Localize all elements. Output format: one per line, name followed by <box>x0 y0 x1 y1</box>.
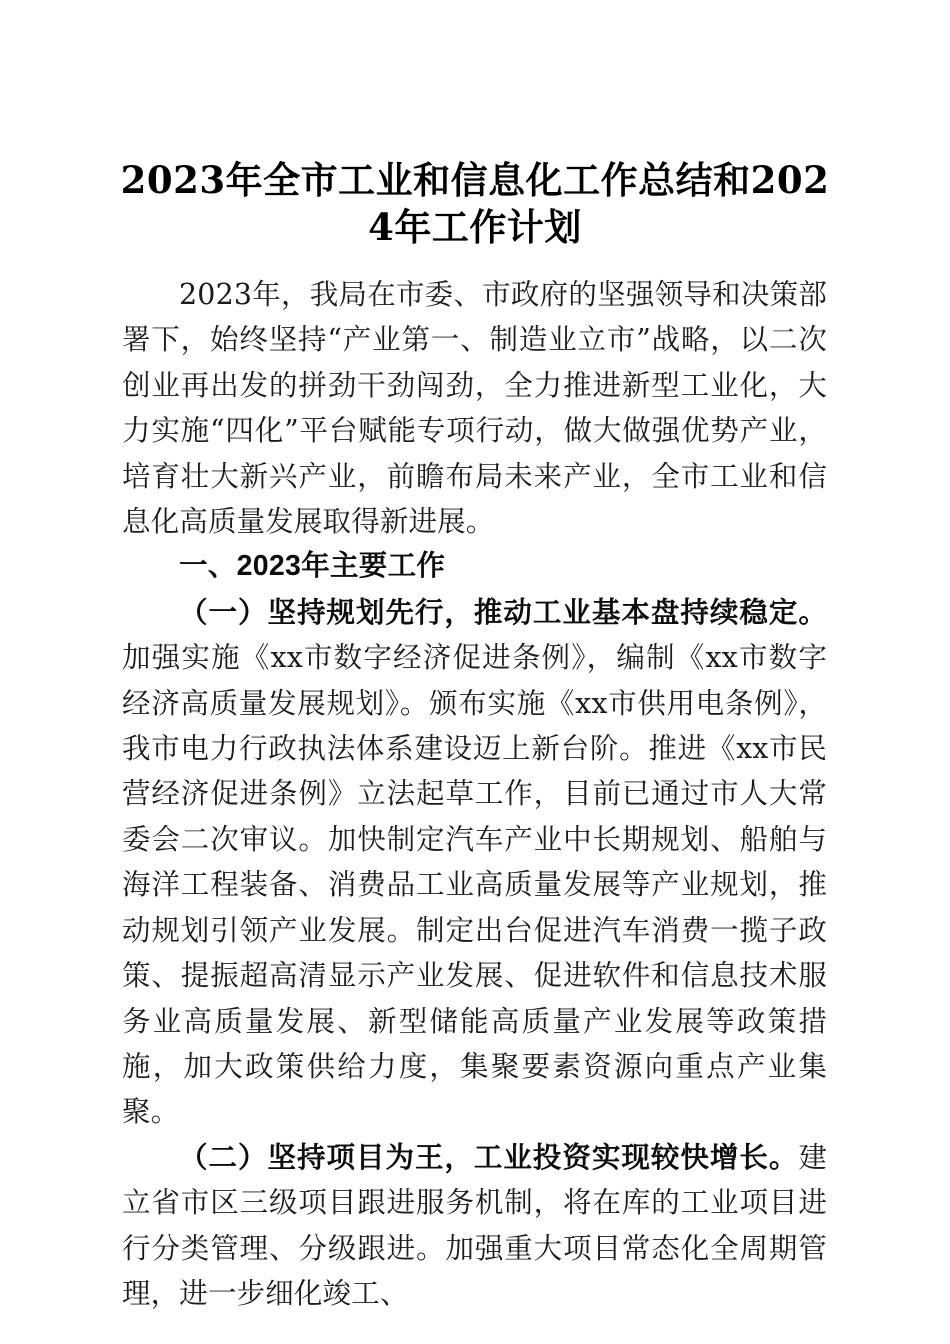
subsection-two-body: 建立省市区三级项目跟进服务机制，将在库的工业项目进行分类管理、分级跟进。加强重大项目常态化全周期管理，进一步细化竣工、 <box>122 1140 827 1310</box>
section-heading-one: 一、2023年主要工作 <box>179 550 446 583</box>
page-title: 2023年全市工业和信息化工作总结和2024年工作计划 <box>120 157 830 249</box>
subsection-two-lead: （二）坚持项目为王，工业投资实现较快增长。 <box>179 1139 799 1174</box>
document-body <box>122 272 827 1316</box>
subsection-one-body: 加强实施《xx市数字经济促进条例》，编制《xx市数字经济高质量发展规划》。颁布实施《xx市供用电条例》，我市电力行政执法体系建设迈上新台阶。推进《xx市民营经济促进条例》立法起草工作，目前已通过市人大常委会二次审议。加快制定汽车产业中长期规划、船舶与海洋工程装备、消费品工业高质量发展等产业规划，推动规划引领产业发展。制定出台促进汽车消费一揽子政策、提振超高清显示产业发展、促进软件和信息技术服务业高质量发展、新型储能高质量产业发展等政策措施，加大政策供给力度，集聚要素资源向重点产业集聚。 <box>122 641 827 1129</box>
intro-paragraph: 2023年，我局在市委、市政府的坚强领导和决策部署下，始终坚持“产业第一、制造业立市”战略，以二次创业再出发的拼劲干劲闯劲，全力推进新型工业化，大力实施“四化”平台赋能专项行动，做大做强优势产业，培育壮大新兴产业，前瞻布局未来产业，全市工业和信息化高质量发展取得新进展。 <box>122 278 827 539</box>
subsection-two-paragraph <box>122 1135 827 1317</box>
subsection-one-paragraph <box>122 590 827 1135</box>
subsection-one-lead: （一）坚持规划先行，推动工业基本盘持续稳定。 <box>179 594 827 629</box>
